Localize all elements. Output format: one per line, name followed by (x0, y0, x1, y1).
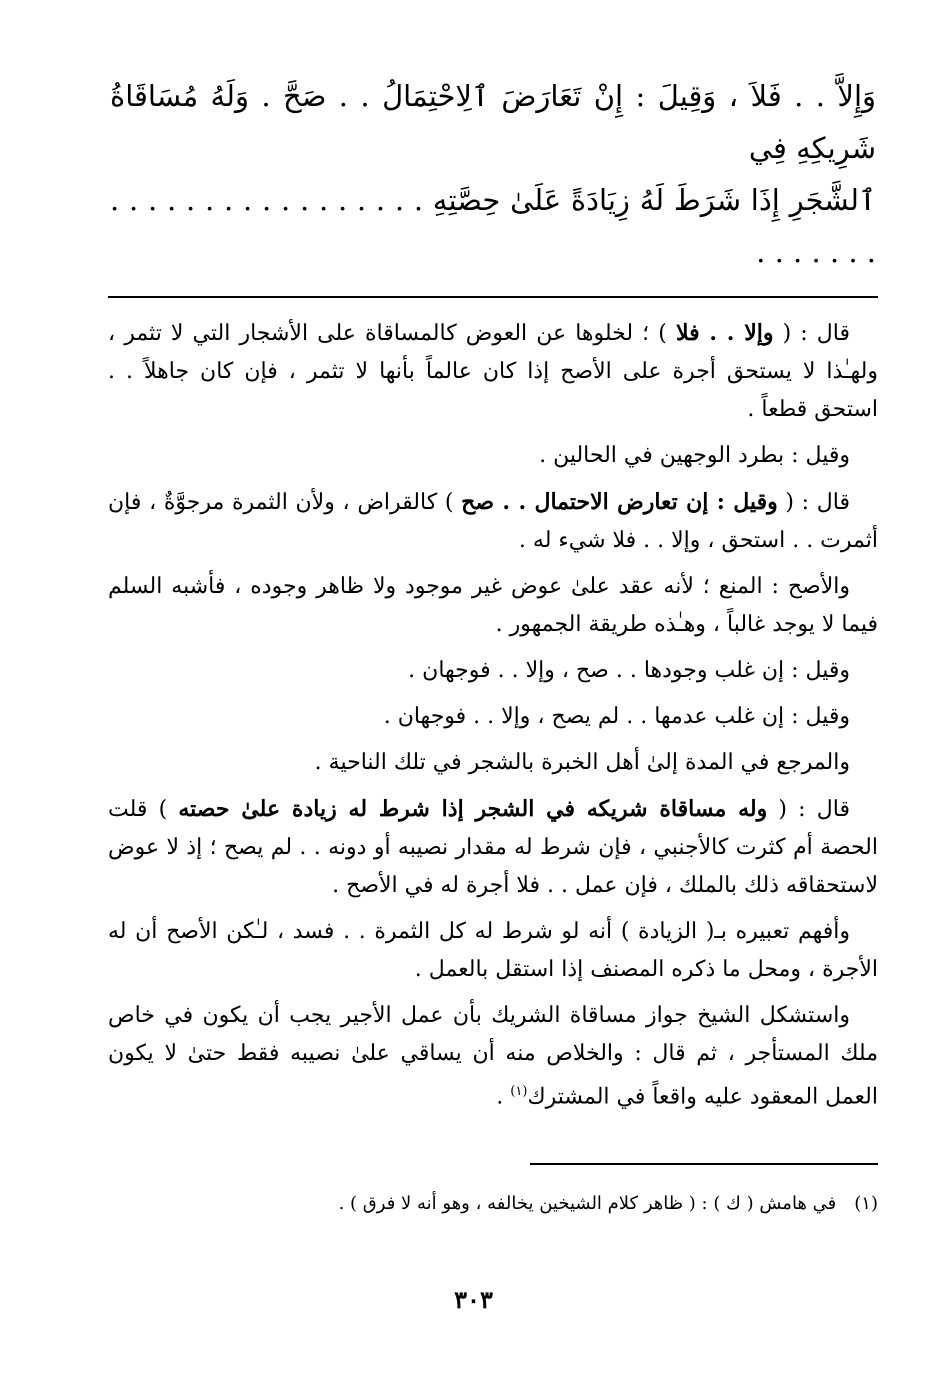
para-text: قال : ( (767, 797, 850, 822)
paragraph-10 (108, 997, 878, 1116)
paragraph-2 (108, 437, 878, 475)
paragraph-3 (108, 483, 878, 560)
paragraph-6 (108, 698, 878, 736)
para-text: واستشكل الشيخ جواز مساقاة الشريك بأن عمل الأجير يجب أن يكون في خاص ملك المستأجر ، ثم قال : والخلاص منه أن يساقي علىٰ نصيبه فقط حتىٰ لا يكون العمل المعقود عليه واقعاً في المشترك (108, 1003, 878, 1110)
matn-line-2: ٱلشَّجَرِ إِذَا شَرَطَ لَهُ زِيَادَةً عَلَىٰ حِصَّتِهِ . . . . . . . . . . . . . . . . . . . . . . . . (110, 183, 876, 269)
para-text: قال : ( (773, 321, 851, 346)
para-text: والمرجع في المدة إلىٰ أهل الخبرة بالشجر في تلك الناحية . (314, 750, 850, 775)
quoted-matn: وإلا . . فلا (675, 320, 774, 346)
quoted-matn: وله مساقاة شريكه في الشجر إذا شرط له زيادة علىٰ حصته (178, 796, 768, 822)
page-number: ٣٠٣ (454, 1285, 493, 1314)
paragraph-9 (108, 913, 878, 989)
matn-line-1: وَإِلاَّ . . فَلاَ ، وَقِيلَ : إِنْ تَعَارَضَ ٱلِاحْتِمَالُ . . صَحَّ . وَلَهُ مُسَاقَاةُ شَرِيكِهِ فِي (110, 79, 876, 165)
matn-text (108, 70, 878, 278)
paragraph-8 (108, 790, 878, 905)
paragraph-1 (108, 314, 878, 429)
para-text: ) ؛ لخلوها عن العوض كالمساقاة على الأشجار التي لا تثمر ، ولهـٰذا لا يستحق أجرة على الأصح إذا كان عالماً بأنها لا تثمر ، فإن كان جاهلاً . . استحق قطعاً . (108, 321, 878, 422)
para-text: قال : ( (777, 490, 850, 515)
footnote (150, 1190, 878, 1218)
para-text: وقيل : إن غلب وجودها . . صح ، وإلا . . فوجهان . (408, 658, 850, 683)
para-text: . (496, 1084, 511, 1110)
quoted-matn: وقيل : إن تعارض الاحتمال . . صح (461, 489, 778, 515)
footnote-marker[interactable]: (١) (510, 1084, 528, 1099)
commentary (108, 314, 878, 1116)
footnote-text: في هامش ( ك ) : ( ظاهر كلام الشيخين يخالفه ، وهو أنه لا فرق ) . (338, 1193, 837, 1214)
footnote-rule (530, 1163, 878, 1165)
para-text: وقيل : إن غلب عدمها . . لم يصح ، وإلا . . فوجهان . (383, 704, 850, 729)
footnote-number: (١) (854, 1193, 878, 1214)
para-text: والأصح : المنع ؛ لأنه عقد علىٰ عوض غير موجود ولا ظاهر وجوده ، فأشبه السلم فيما لا يوجد غالباً ، وهـٰذه طريقة الجمهور . (108, 574, 878, 637)
para-text: وقيل : بطرد الوجهين في الحالين . (539, 443, 850, 468)
para-text: وأفهم تعبيره بـ( الزيادة ) أنه لو شرط له كل الثمرة . . فسد ، لـٰكن الأصح أن له الأجرة ، ومحل ما ذكره المصنف إذا استقل بالعمل . (108, 919, 878, 982)
page-body (108, 70, 878, 1124)
para-text: ) قلت الحصة أم كثرت كالأجنبي ، فإن شرط له مقدار نصيبه أو دونه . . لم يصح ؛ إذ لا عوض لاستحقاقه ذلك بالملك ، فإن عمل . . فلا أجرة له في الأصح . (108, 797, 878, 898)
para-text: ) كالقراض ، ولأن الثمرة مرجوَّةٌ ، فإن أثمرت . . استحق ، وإلا . . فلا شيء له . (108, 490, 878, 553)
paragraph-5 (108, 652, 878, 690)
separator-rule (108, 296, 878, 298)
paragraph-4 (108, 568, 878, 644)
paragraph-7 (108, 744, 878, 782)
